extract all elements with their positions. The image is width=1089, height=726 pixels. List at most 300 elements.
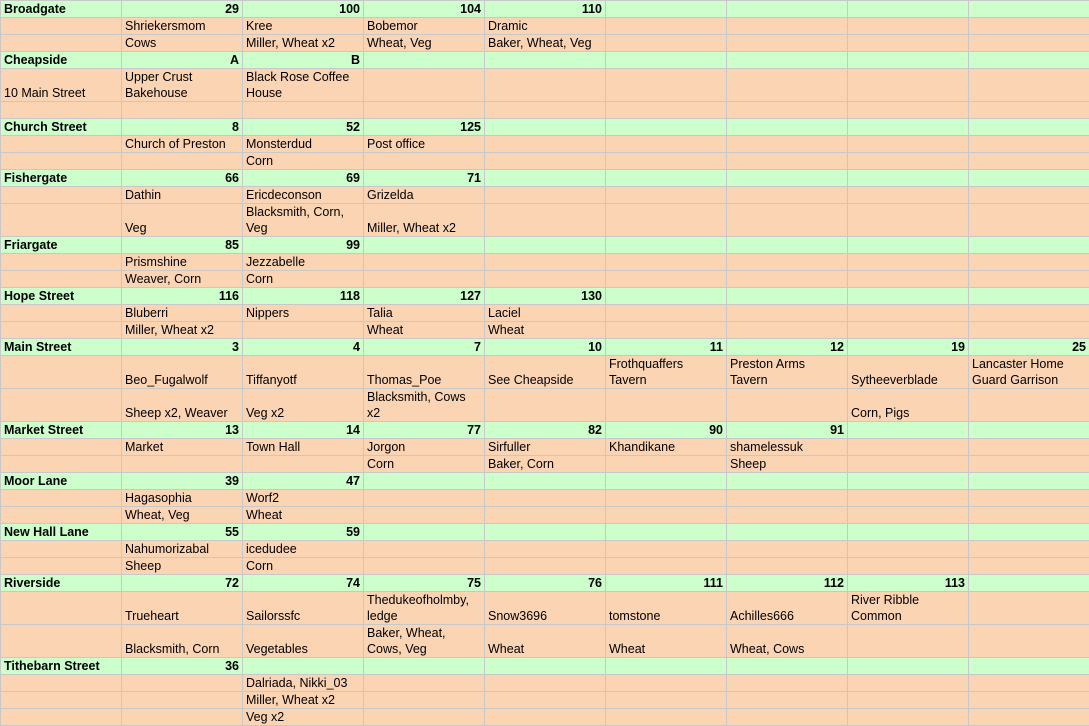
detail-cell[interactable]: [1, 204, 122, 237]
detail-cell[interactable]: [1, 187, 122, 204]
house-number-cell[interactable]: [606, 473, 727, 490]
house-number-cell[interactable]: [485, 524, 606, 541]
detail-cell[interactable]: [1, 18, 122, 35]
detail-cell[interactable]: Kree: [243, 18, 364, 35]
detail-cell[interactable]: Wheat: [243, 507, 364, 524]
detail-cell[interactable]: Sheep x2, Weaver: [122, 389, 243, 422]
detail-cell[interactable]: [1, 507, 122, 524]
detail-cell[interactable]: [969, 558, 1089, 575]
detail-cell[interactable]: [1, 102, 122, 119]
house-number-cell[interactable]: [606, 1, 727, 18]
street-name-cell[interactable]: Cheapside: [1, 52, 122, 69]
house-number-cell[interactable]: [969, 52, 1089, 69]
detail-cell[interactable]: Vegetables: [243, 625, 364, 658]
detail-cell[interactable]: [969, 204, 1089, 237]
detail-cell[interactable]: [606, 709, 727, 726]
detail-cell[interactable]: Frothquaffers Tavern: [606, 356, 727, 389]
house-number-cell[interactable]: 91: [727, 422, 848, 439]
detail-cell[interactable]: [727, 102, 848, 119]
street-name-cell[interactable]: Friargate: [1, 237, 122, 254]
house-number-cell[interactable]: [485, 237, 606, 254]
detail-cell[interactable]: Sheep: [122, 558, 243, 575]
house-number-cell[interactable]: [969, 524, 1089, 541]
detail-cell[interactable]: [727, 271, 848, 288]
house-number-cell[interactable]: [848, 170, 969, 187]
detail-cell[interactable]: Wheat, Veg: [122, 507, 243, 524]
street-name-cell[interactable]: Riverside: [1, 575, 122, 592]
detail-cell[interactable]: Market: [122, 439, 243, 456]
house-number-cell[interactable]: 110: [485, 1, 606, 18]
house-number-cell[interactable]: 82: [485, 422, 606, 439]
house-number-cell[interactable]: [606, 119, 727, 136]
detail-cell[interactable]: Prismshine: [122, 254, 243, 271]
detail-cell[interactable]: [727, 322, 848, 339]
detail-cell[interactable]: [969, 187, 1089, 204]
detail-cell[interactable]: Veg x2: [243, 389, 364, 422]
detail-cell[interactable]: [969, 254, 1089, 271]
detail-cell[interactable]: [969, 389, 1089, 422]
house-number-cell[interactable]: 111: [606, 575, 727, 592]
detail-cell[interactable]: icedudee: [243, 541, 364, 558]
detail-cell[interactable]: Corn: [364, 456, 485, 473]
detail-cell[interactable]: [606, 187, 727, 204]
detail-cell[interactable]: [364, 507, 485, 524]
detail-cell[interactable]: [485, 507, 606, 524]
house-number-cell[interactable]: [848, 52, 969, 69]
detail-cell[interactable]: Thomas_Poe: [364, 356, 485, 389]
detail-cell[interactable]: [969, 69, 1089, 102]
detail-cell[interactable]: Sirfuller: [485, 439, 606, 456]
detail-cell[interactable]: [1, 439, 122, 456]
house-number-cell[interactable]: 66: [122, 170, 243, 187]
house-number-cell[interactable]: [606, 288, 727, 305]
detail-cell[interactable]: 10 Main Street: [1, 69, 122, 102]
house-number-cell[interactable]: [606, 52, 727, 69]
detail-cell[interactable]: [848, 322, 969, 339]
detail-cell[interactable]: [848, 675, 969, 692]
detail-cell[interactable]: [485, 153, 606, 170]
detail-cell[interactable]: Town Hall: [243, 439, 364, 456]
house-number-cell[interactable]: 55: [122, 524, 243, 541]
detail-cell[interactable]: Achilles666: [727, 592, 848, 625]
detail-cell[interactable]: [364, 102, 485, 119]
detail-cell[interactable]: [243, 456, 364, 473]
detail-cell[interactable]: [848, 153, 969, 170]
detail-cell[interactable]: [606, 675, 727, 692]
detail-cell[interactable]: [606, 102, 727, 119]
detail-cell[interactable]: [848, 456, 969, 473]
detail-cell[interactable]: [1, 254, 122, 271]
street-name-cell[interactable]: Main Street: [1, 339, 122, 356]
detail-cell[interactable]: Miller, Wheat x2: [243, 35, 364, 52]
detail-cell[interactable]: [848, 558, 969, 575]
house-number-cell[interactable]: [727, 524, 848, 541]
detail-cell[interactable]: Wheat, Cows: [727, 625, 848, 658]
house-number-cell[interactable]: [969, 575, 1089, 592]
detail-cell[interactable]: [727, 204, 848, 237]
house-number-cell[interactable]: 99: [243, 237, 364, 254]
house-number-cell[interactable]: [485, 658, 606, 675]
detail-cell[interactable]: [364, 675, 485, 692]
house-number-cell[interactable]: 19: [848, 339, 969, 356]
detail-cell[interactable]: [727, 709, 848, 726]
detail-cell[interactable]: [969, 18, 1089, 35]
house-number-cell[interactable]: [727, 658, 848, 675]
house-number-cell[interactable]: [848, 473, 969, 490]
detail-cell[interactable]: [848, 187, 969, 204]
house-number-cell[interactable]: 47: [243, 473, 364, 490]
detail-cell[interactable]: [848, 102, 969, 119]
detail-cell[interactable]: [727, 136, 848, 153]
detail-cell[interactable]: [969, 439, 1089, 456]
detail-cell[interactable]: [848, 692, 969, 709]
house-number-cell[interactable]: [364, 658, 485, 675]
street-name-cell[interactable]: Hope Street: [1, 288, 122, 305]
house-number-cell[interactable]: 125: [364, 119, 485, 136]
house-number-cell[interactable]: 52: [243, 119, 364, 136]
detail-cell[interactable]: [122, 709, 243, 726]
detail-cell[interactable]: [485, 254, 606, 271]
detail-cell[interactable]: [606, 136, 727, 153]
detail-cell[interactable]: [727, 507, 848, 524]
detail-cell[interactable]: [364, 490, 485, 507]
street-name-cell[interactable]: Tithebarn Street: [1, 658, 122, 675]
detail-cell[interactable]: [606, 490, 727, 507]
detail-cell[interactable]: Dramic: [485, 18, 606, 35]
detail-cell[interactable]: [485, 389, 606, 422]
house-number-cell[interactable]: [727, 52, 848, 69]
house-number-cell[interactable]: [969, 288, 1089, 305]
detail-cell[interactable]: [364, 709, 485, 726]
house-number-cell[interactable]: 130: [485, 288, 606, 305]
detail-cell[interactable]: [606, 204, 727, 237]
detail-cell[interactable]: Wheat: [364, 322, 485, 339]
detail-cell[interactable]: Dathin: [122, 187, 243, 204]
detail-cell[interactable]: Post office: [364, 136, 485, 153]
detail-cell[interactable]: Sytheeverblade: [848, 356, 969, 389]
detail-cell[interactable]: [606, 322, 727, 339]
detail-cell[interactable]: [848, 625, 969, 658]
detail-cell[interactable]: [485, 102, 606, 119]
house-number-cell[interactable]: 25: [969, 339, 1089, 356]
house-number-cell[interactable]: 36: [122, 658, 243, 675]
detail-cell[interactable]: [485, 558, 606, 575]
detail-cell[interactable]: [364, 541, 485, 558]
detail-cell[interactable]: [606, 254, 727, 271]
detail-cell[interactable]: Corn: [243, 153, 364, 170]
house-number-cell[interactable]: 39: [122, 473, 243, 490]
detail-cell[interactable]: Nahumorizabal: [122, 541, 243, 558]
house-number-cell[interactable]: 118: [243, 288, 364, 305]
house-number-cell[interactable]: [606, 658, 727, 675]
detail-cell[interactable]: [969, 153, 1089, 170]
detail-cell[interactable]: [606, 507, 727, 524]
street-name-cell[interactable]: Fishergate: [1, 170, 122, 187]
detail-cell[interactable]: Ericdeconson: [243, 187, 364, 204]
house-number-cell[interactable]: [364, 52, 485, 69]
detail-cell[interactable]: [848, 18, 969, 35]
detail-cell[interactable]: [1, 592, 122, 625]
house-number-cell[interactable]: 75: [364, 575, 485, 592]
detail-cell[interactable]: [848, 136, 969, 153]
house-number-cell[interactable]: [727, 119, 848, 136]
house-number-cell[interactable]: 3: [122, 339, 243, 356]
house-number-cell[interactable]: [848, 524, 969, 541]
house-number-cell[interactable]: [969, 170, 1089, 187]
house-number-cell[interactable]: 12: [727, 339, 848, 356]
detail-cell[interactable]: [364, 692, 485, 709]
detail-cell[interactable]: [364, 254, 485, 271]
house-number-cell[interactable]: [485, 52, 606, 69]
house-number-cell[interactable]: [364, 473, 485, 490]
detail-cell[interactable]: Shriekersmom: [122, 18, 243, 35]
detail-cell[interactable]: Grizelda: [364, 187, 485, 204]
detail-cell[interactable]: [848, 439, 969, 456]
house-number-cell[interactable]: [848, 658, 969, 675]
detail-cell[interactable]: [122, 675, 243, 692]
street-name-cell[interactable]: Church Street: [1, 119, 122, 136]
house-number-cell[interactable]: 85: [122, 237, 243, 254]
house-number-cell[interactable]: 7: [364, 339, 485, 356]
house-number-cell[interactable]: [969, 422, 1089, 439]
detail-cell[interactable]: Trueheart: [122, 592, 243, 625]
detail-cell[interactable]: [485, 204, 606, 237]
detail-cell[interactable]: See Cheapside: [485, 356, 606, 389]
house-number-cell[interactable]: [727, 237, 848, 254]
detail-cell[interactable]: [848, 507, 969, 524]
detail-cell[interactable]: [1, 356, 122, 389]
detail-cell[interactable]: Weaver, Corn: [122, 271, 243, 288]
detail-cell[interactable]: [1, 675, 122, 692]
house-number-cell[interactable]: 29: [122, 1, 243, 18]
detail-cell[interactable]: Blacksmith, Cows x2: [364, 389, 485, 422]
detail-cell[interactable]: Church of Preston: [122, 136, 243, 153]
detail-cell[interactable]: [606, 69, 727, 102]
detail-cell[interactable]: Talia: [364, 305, 485, 322]
house-number-cell[interactable]: 113: [848, 575, 969, 592]
detail-cell[interactable]: [727, 153, 848, 170]
detail-cell[interactable]: [727, 18, 848, 35]
detail-cell[interactable]: Baker, Corn: [485, 456, 606, 473]
house-number-cell[interactable]: [243, 658, 364, 675]
detail-cell[interactable]: [122, 456, 243, 473]
detail-cell[interactable]: [606, 558, 727, 575]
detail-cell[interactable]: [485, 69, 606, 102]
detail-cell[interactable]: [969, 102, 1089, 119]
detail-cell[interactable]: [969, 675, 1089, 692]
detail-cell[interactable]: [848, 709, 969, 726]
house-number-cell[interactable]: [969, 119, 1089, 136]
house-number-cell[interactable]: [364, 237, 485, 254]
detail-cell[interactable]: [1, 305, 122, 322]
house-number-cell[interactable]: [606, 524, 727, 541]
house-number-cell[interactable]: A: [122, 52, 243, 69]
detail-cell[interactable]: Bobemor: [364, 18, 485, 35]
detail-cell[interactable]: [969, 35, 1089, 52]
detail-cell[interactable]: [848, 254, 969, 271]
detail-cell[interactable]: Black Rose Coffee House: [243, 69, 364, 102]
house-number-cell[interactable]: [969, 1, 1089, 18]
house-number-cell[interactable]: [848, 288, 969, 305]
detail-cell[interactable]: [848, 490, 969, 507]
detail-cell[interactable]: [485, 136, 606, 153]
detail-cell[interactable]: [969, 456, 1089, 473]
detail-cell[interactable]: Blacksmith, Corn: [122, 625, 243, 658]
house-number-cell[interactable]: [727, 473, 848, 490]
detail-cell[interactable]: [1, 35, 122, 52]
house-number-cell[interactable]: 69: [243, 170, 364, 187]
detail-cell[interactable]: Blacksmith, Corn, Veg: [243, 204, 364, 237]
detail-cell[interactable]: Hagasophia: [122, 490, 243, 507]
detail-cell[interactable]: [606, 271, 727, 288]
detail-cell[interactable]: Khandikane: [606, 439, 727, 456]
detail-cell[interactable]: [606, 305, 727, 322]
house-number-cell[interactable]: 74: [243, 575, 364, 592]
detail-cell[interactable]: [606, 389, 727, 422]
house-number-cell[interactable]: 100: [243, 1, 364, 18]
detail-cell[interactable]: [969, 592, 1089, 625]
detail-cell[interactable]: [606, 692, 727, 709]
house-number-cell[interactable]: 11: [606, 339, 727, 356]
detail-cell[interactable]: Thedukeofholmby, ledge: [364, 592, 485, 625]
detail-cell[interactable]: [1, 558, 122, 575]
house-number-cell[interactable]: [727, 170, 848, 187]
house-number-cell[interactable]: [485, 119, 606, 136]
detail-cell[interactable]: [969, 625, 1089, 658]
detail-cell[interactable]: [969, 322, 1089, 339]
house-number-cell[interactable]: 77: [364, 422, 485, 439]
house-number-cell[interactable]: [969, 237, 1089, 254]
detail-cell[interactable]: Nippers: [243, 305, 364, 322]
detail-cell[interactable]: [848, 35, 969, 52]
detail-cell[interactable]: [969, 490, 1089, 507]
detail-cell[interactable]: [485, 271, 606, 288]
house-number-cell[interactable]: 71: [364, 170, 485, 187]
detail-cell[interactable]: [727, 254, 848, 271]
house-number-cell[interactable]: [848, 237, 969, 254]
detail-cell[interactable]: [606, 18, 727, 35]
house-number-cell[interactable]: 90: [606, 422, 727, 439]
detail-cell[interactable]: [727, 675, 848, 692]
street-name-cell[interactable]: New Hall Lane: [1, 524, 122, 541]
house-number-cell[interactable]: 13: [122, 422, 243, 439]
detail-cell[interactable]: [969, 541, 1089, 558]
detail-cell[interactable]: [122, 153, 243, 170]
detail-cell[interactable]: [1, 136, 122, 153]
detail-cell[interactable]: Wheat: [606, 625, 727, 658]
detail-cell[interactable]: [364, 153, 485, 170]
detail-cell[interactable]: [122, 102, 243, 119]
detail-cell[interactable]: [1, 322, 122, 339]
house-number-cell[interactable]: [485, 473, 606, 490]
detail-cell[interactable]: [485, 675, 606, 692]
house-number-cell[interactable]: 14: [243, 422, 364, 439]
detail-cell[interactable]: Miller, Wheat x2: [243, 692, 364, 709]
detail-cell[interactable]: [727, 558, 848, 575]
detail-cell[interactable]: [727, 490, 848, 507]
detail-cell[interactable]: [1, 271, 122, 288]
detail-cell[interactable]: Sheep: [727, 456, 848, 473]
house-number-cell[interactable]: [969, 658, 1089, 675]
house-number-cell[interactable]: [969, 473, 1089, 490]
detail-cell[interactable]: [1, 490, 122, 507]
detail-cell[interactable]: [606, 35, 727, 52]
house-number-cell[interactable]: [727, 1, 848, 18]
detail-cell[interactable]: Dalriada, Nikki_03: [243, 675, 364, 692]
street-name-cell[interactable]: Market Street: [1, 422, 122, 439]
detail-cell[interactable]: Sailorssfc: [243, 592, 364, 625]
street-name-cell[interactable]: Broadgate: [1, 1, 122, 18]
house-number-cell[interactable]: [727, 288, 848, 305]
detail-cell[interactable]: Wheat: [485, 625, 606, 658]
house-number-cell[interactable]: 4: [243, 339, 364, 356]
detail-cell[interactable]: [727, 692, 848, 709]
detail-cell[interactable]: Baker, Wheat, Cows, Veg: [364, 625, 485, 658]
detail-cell[interactable]: [485, 187, 606, 204]
detail-cell[interactable]: [1, 541, 122, 558]
detail-cell[interactable]: Snow3696: [485, 592, 606, 625]
detail-cell[interactable]: Veg x2: [243, 709, 364, 726]
house-number-cell[interactable]: [848, 422, 969, 439]
detail-cell[interactable]: [1, 153, 122, 170]
house-number-cell[interactable]: [485, 170, 606, 187]
detail-cell[interactable]: [848, 305, 969, 322]
detail-cell[interactable]: [848, 541, 969, 558]
detail-cell[interactable]: [364, 558, 485, 575]
detail-cell[interactable]: [727, 69, 848, 102]
detail-cell[interactable]: [727, 305, 848, 322]
house-number-cell[interactable]: 10: [485, 339, 606, 356]
detail-cell[interactable]: Cows: [122, 35, 243, 52]
detail-cell[interactable]: [122, 692, 243, 709]
detail-cell[interactable]: [848, 204, 969, 237]
detail-cell[interactable]: [364, 69, 485, 102]
detail-cell[interactable]: [727, 35, 848, 52]
detail-cell[interactable]: [485, 490, 606, 507]
detail-cell[interactable]: [969, 507, 1089, 524]
detail-cell[interactable]: Upper Crust Bakehouse: [122, 69, 243, 102]
detail-cell[interactable]: River Ribble Common: [848, 592, 969, 625]
detail-cell[interactable]: Corn: [243, 558, 364, 575]
house-number-cell[interactable]: 104: [364, 1, 485, 18]
detail-cell[interactable]: [969, 136, 1089, 153]
detail-cell[interactable]: Baker, Wheat, Veg: [485, 35, 606, 52]
house-number-cell[interactable]: [364, 524, 485, 541]
detail-cell[interactable]: Tiffanyotf: [243, 356, 364, 389]
house-number-cell[interactable]: [606, 170, 727, 187]
house-number-cell[interactable]: 59: [243, 524, 364, 541]
detail-cell[interactable]: [727, 389, 848, 422]
house-number-cell[interactable]: 8: [122, 119, 243, 136]
detail-cell[interactable]: [1, 709, 122, 726]
detail-cell[interactable]: [1, 692, 122, 709]
detail-cell[interactable]: tomstone: [606, 592, 727, 625]
detail-cell[interactable]: Wheat: [485, 322, 606, 339]
detail-cell[interactable]: [606, 153, 727, 170]
detail-cell[interactable]: shamelessuk: [727, 439, 848, 456]
detail-cell[interactable]: Monsterdud: [243, 136, 364, 153]
detail-cell[interactable]: [1, 625, 122, 658]
house-number-cell[interactable]: [848, 119, 969, 136]
house-number-cell[interactable]: 127: [364, 288, 485, 305]
detail-cell[interactable]: [969, 305, 1089, 322]
house-number-cell[interactable]: 72: [122, 575, 243, 592]
detail-cell[interactable]: [243, 102, 364, 119]
detail-cell[interactable]: Lancaster Home Guard Garrison: [969, 356, 1089, 389]
detail-cell[interactable]: Wheat, Veg: [364, 35, 485, 52]
detail-cell[interactable]: [727, 187, 848, 204]
detail-cell[interactable]: [727, 541, 848, 558]
